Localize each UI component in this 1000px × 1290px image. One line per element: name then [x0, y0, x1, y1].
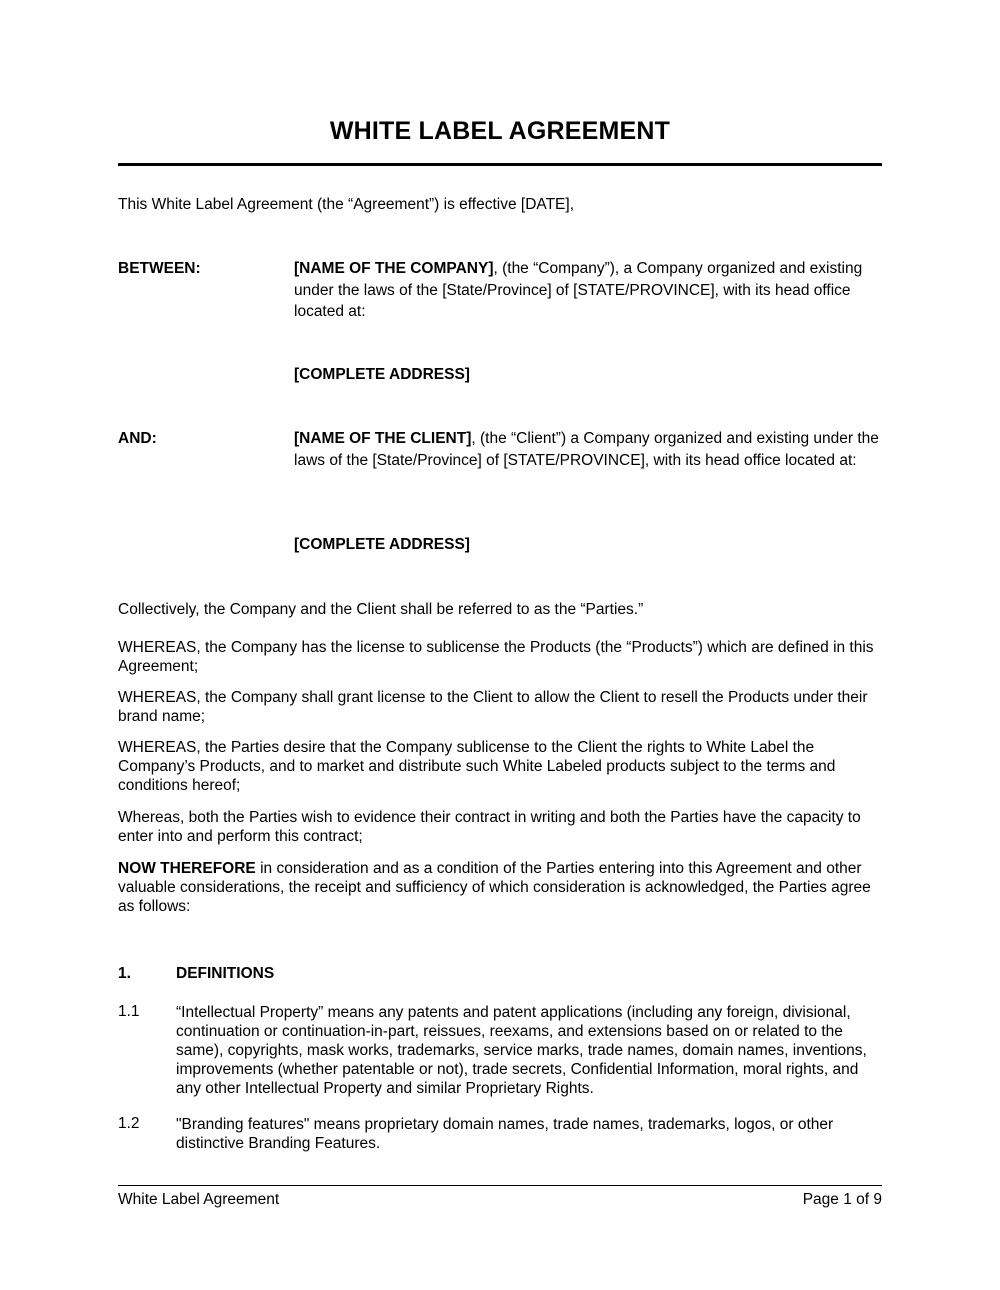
- and-label: AND:: [118, 430, 157, 447]
- whereas-paragraph-3: WHEREAS, the Parties desire that the Company sublicense to the Client the rights to White Label the Company’s Products, and to market and distribute such White Labeled products subject to the terms and conditions hereof;: [118, 739, 836, 794]
- and-description: , (the “Client”) a Company organized and existing under the laws of the [State/Province] of [STATE/PROVINCE], with its head office located at:: [294, 430, 879, 469]
- footer-document-name: White Label Agreement: [118, 1191, 280, 1208]
- section-title: DEFINITIONS: [176, 965, 275, 982]
- between-party-text: [294, 258, 879, 323]
- client-address-placeholder: [COMPLETE ADDRESS]: [294, 536, 470, 553]
- clause-number: 1.2: [118, 1115, 140, 1132]
- footer-page-number: Page 1 of 9: [802, 1191, 882, 1208]
- client-name-placeholder: [NAME OF THE CLIENT]: [294, 430, 472, 447]
- document-title: WHITE LABEL AGREEMENT: [329, 117, 671, 145]
- now-therefore-lead: NOW THEREFORE: [118, 860, 256, 877]
- collectively-paragraph: Collectively, the Company and the Client shall be referred to as the “Parties.”: [118, 601, 644, 618]
- footer-divider: [118, 1185, 882, 1186]
- now-therefore-text: in consideration and as a condition of the Parties entering into this Agreement and other valuable considerations, the receipt and sufficiency of which consideration is acknowledged, the Parties agree as follows:: [118, 860, 871, 915]
- between-description: , (the “Company”), a Company organized and existing under the laws of the [State/Province] of [STATE/PROVINCE], with its head office located at:: [294, 260, 863, 320]
- now-therefore-paragraph: [118, 859, 882, 916]
- clause-number: 1.1: [118, 1003, 140, 1020]
- intro-paragraph: This White Label Agreement (the “Agreement”) is effective [DATE],: [118, 196, 575, 213]
- company-address-placeholder: [COMPLETE ADDRESS]: [294, 366, 470, 383]
- and-party-text: [294, 428, 879, 471]
- whereas-paragraph-2: WHEREAS, the Company shall grant license to the Client to allow the Client to resell the Products under their brand name;: [118, 689, 868, 725]
- section-number: 1.: [118, 965, 131, 982]
- clause-text: "Branding features" means proprietary domain names, trade names, trademarks, logos, or other distinctive Branding Features.: [176, 1116, 834, 1152]
- title-divider: [118, 163, 882, 166]
- whereas-paragraph-4: Whereas, both the Parties wish to evidence their contract in writing and both the Parties have the capacity to enter into and perform this contract;: [118, 809, 861, 845]
- clause-text: “Intellectual Property” means any patents and patent applications (including any foreign, divisional, continuation or continuation-in-part, reissues, reexams, and extensions based on or related to the same), copyrights, mask works, trademarks, service marks, trade names, domain names, inventions, improvements (whether patentable or not), trade secrets, Confidential Information, moral rights, and any other Intellectual Property and similar Proprietary Rights.: [176, 1004, 867, 1097]
- whereas-paragraph-1: WHEREAS, the Company has the license to sublicense the Products (the “Products”) which are defined in this Agreement;: [118, 639, 874, 675]
- between-label: BETWEEN:: [118, 260, 201, 277]
- company-name-placeholder: [NAME OF THE COMPANY]: [294, 260, 494, 277]
